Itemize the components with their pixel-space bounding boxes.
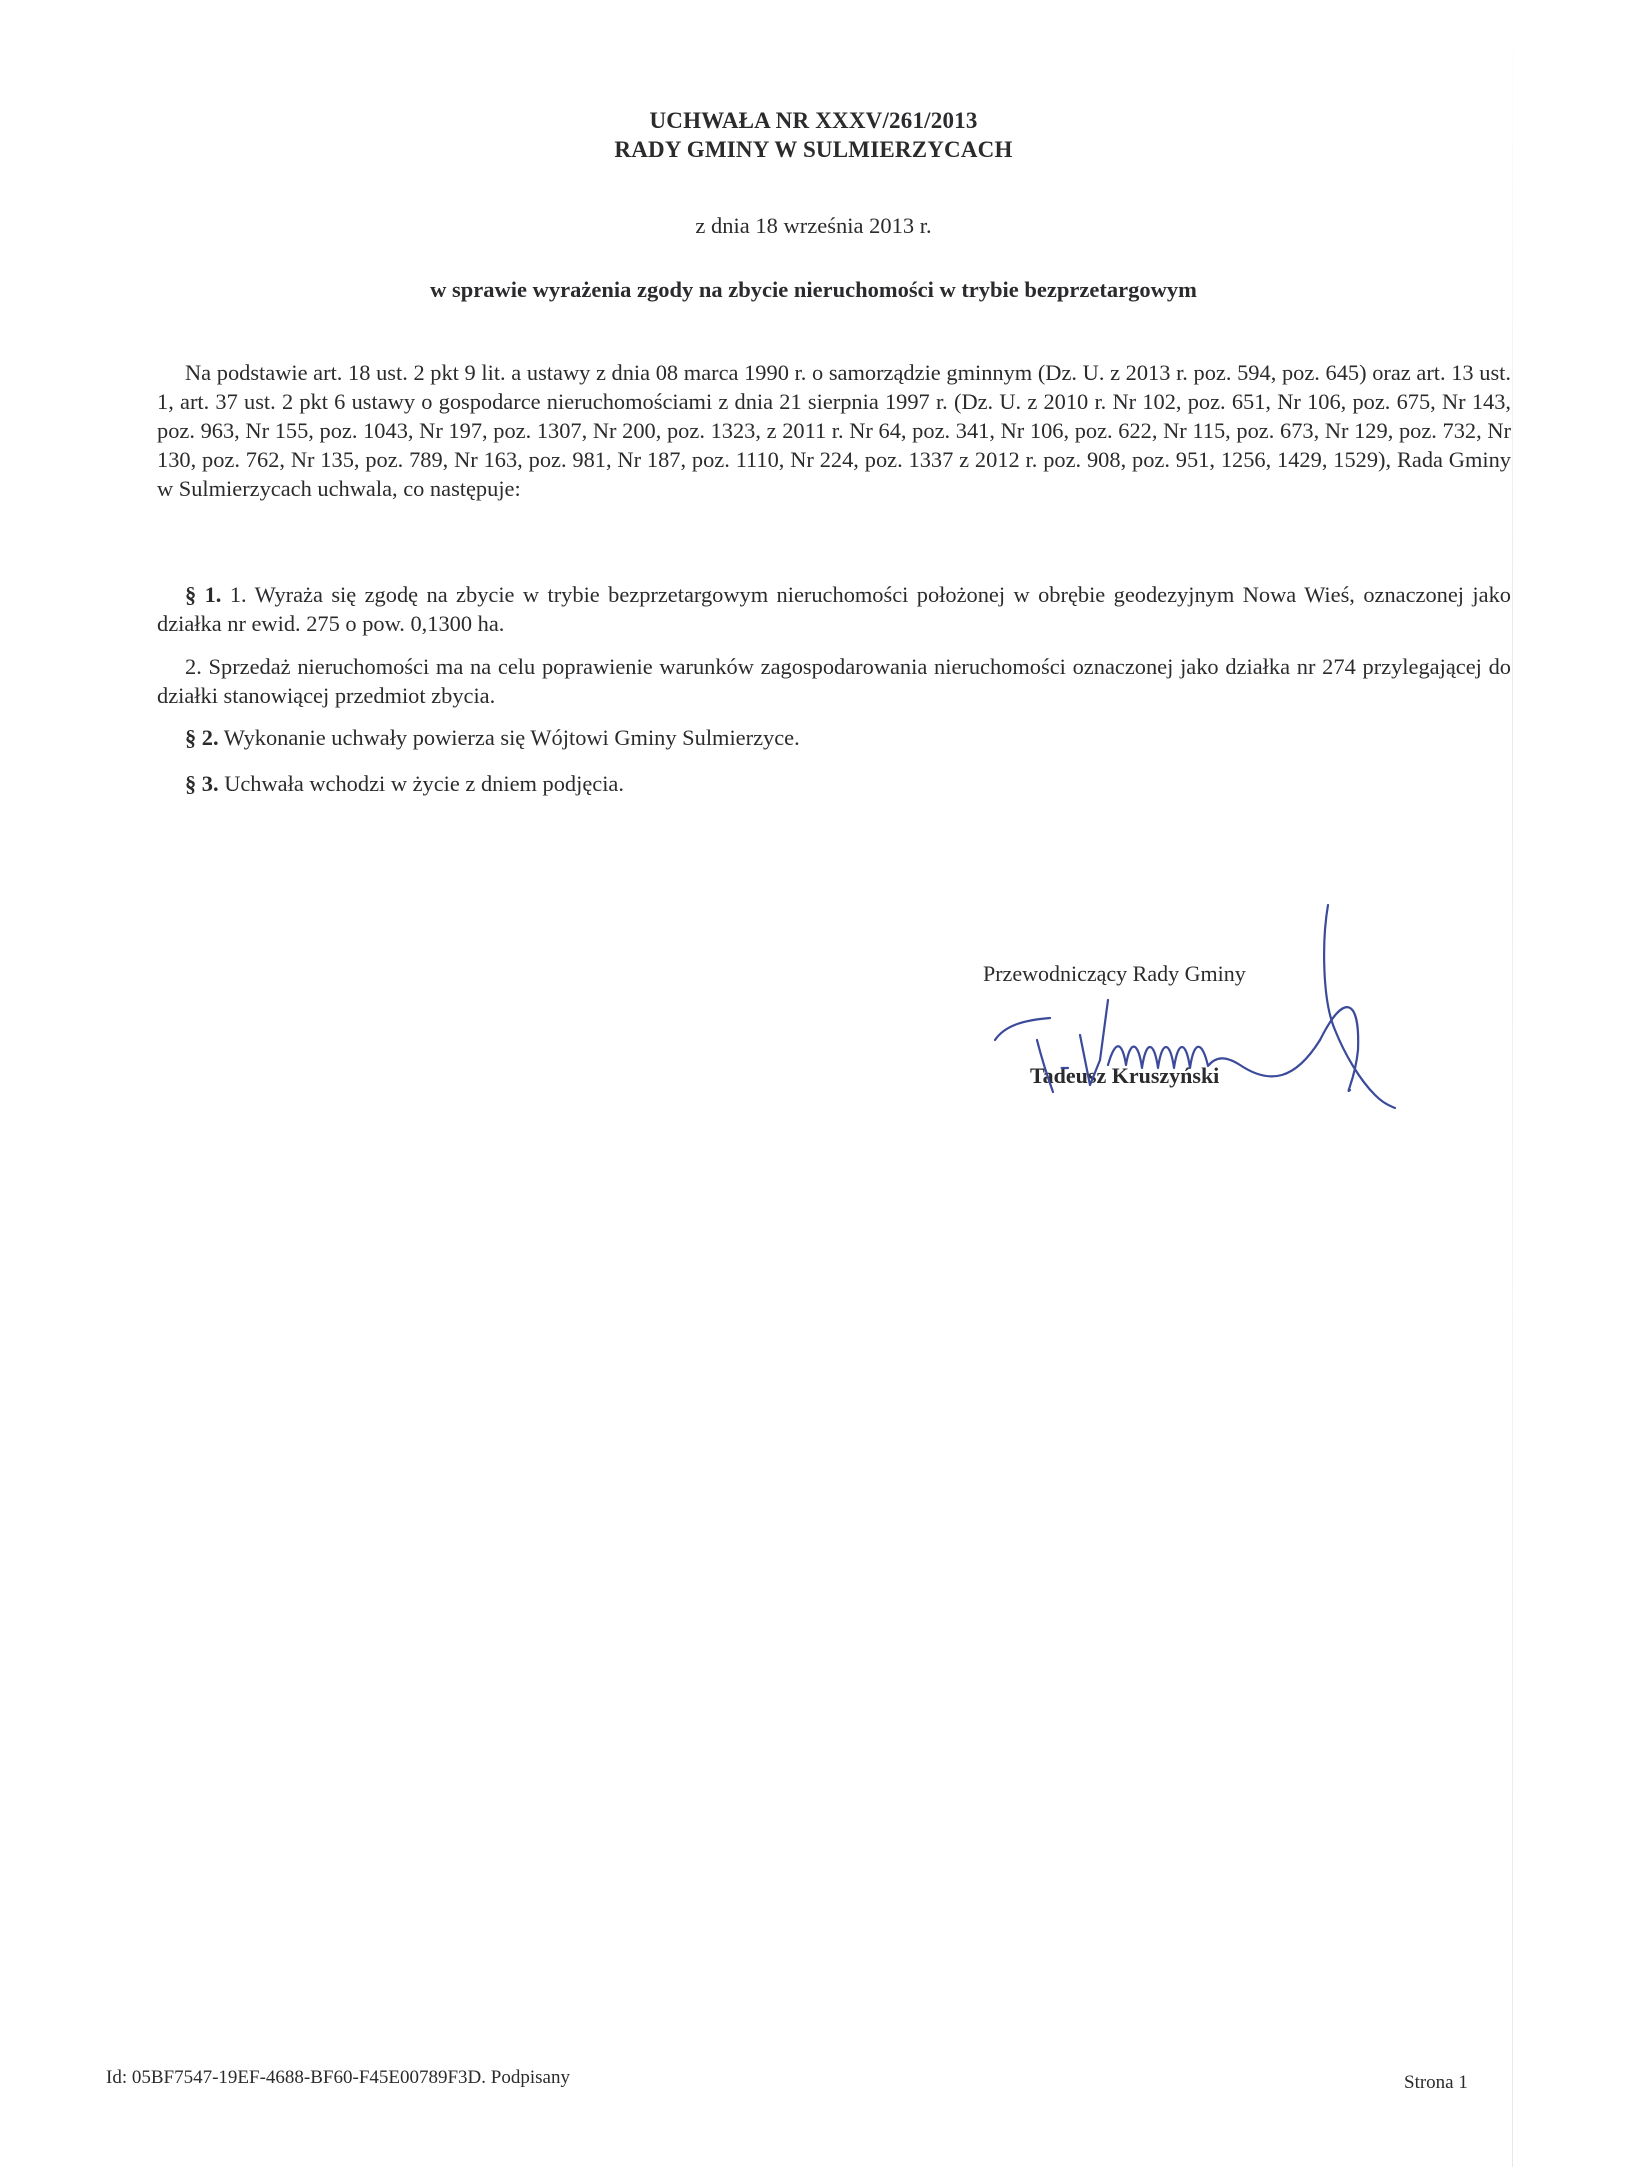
title-line-2: RADY GMINY W SULMIERZYCACH [614,137,1013,162]
legal-basis-paragraph [157,358,1511,503]
signatory-role: Przewodniczący Rady Gminy [983,961,1246,986]
section-1-label: § 1. [185,582,222,607]
resolution-title [0,106,1627,164]
section-3-label: § 3. [185,771,219,796]
section-2-text: Wykonanie uchwały powierza się Wójtowi Gminy Sulmierzyce. [223,725,800,750]
page-number: Strona 1 [1404,2072,1468,2093]
section-3-text: Uchwała wchodzi w życie z dniem podjęcia. [224,771,624,796]
preamble-text: Na podstawie art. 18 ust. 2 pkt 9 lit. a ustawy z dnia 08 marca 1990 r. o samorządzie gminnym (Dz. U. z 2013 r. poz. 594, poz. 645) oraz art. 13 ust. 1, art. 37 ust. 2 pkt 6 ustawy o gospodarce nieruchomościami z dnia 21 sierpnia 1997 r. (Dz. U. z 2010 r. Nr 102, poz. 651, Nr 106, poz. 675, Nr 143, poz. 963, Nr 155, poz. 1043, Nr 197, poz. 1307, Nr 200, poz. 1323, z 2011 r. Nr 64, poz. 341, Nr 106, poz. 622, Nr 115, poz. 673, Nr 129, poz. 732, Nr 130, poz. 762, Nr 135, poz. 789, Nr 163, poz. 981, Nr 187, poz. 1110, Nr 224, poz. 1337 z 2012 r. poz. 908, poz. 951, 1256, 1429, 1529), Rada Gminy w Sulmierzycach uchwala, co następuje: [157,360,1511,501]
section-2 [157,723,1511,752]
signatory-name: Tadeusz Kruszyński [1030,1063,1220,1088]
section-1-point-2 [157,652,1511,710]
resolution-date: z dnia 18 września 2013 r. [695,213,932,238]
section-1-point-1 [157,580,1511,638]
title-line-1: UCHWAŁA NR XXXV/261/2013 [649,108,978,133]
section-2-label: § 2. [185,725,219,750]
signature-block [983,960,1403,1120]
document-id-footer: Id: 05BF7547-19EF-4688-BF60-F45E00789F3D. Podpisany [106,2067,570,2088]
resolution-subject: w sprawie wyrażenia zgody na zbycie nieruchomości w trybie bezprzetargowym [430,277,1197,302]
section-1-point-2-text: 2. Sprzedaż nieruchomości ma na celu poprawienie warunków zagospodarowania nieruchomości oznaczonej jako działka nr 274 przylegającej do działki stanowiącej przedmiot zbycia. [157,654,1511,708]
section-1-point-1-text: 1. Wyraża się zgodę na zbycie w trybie bezprzetargowym nieruchomości położonej w obrębie geodezyjnym Nowa Wieś, oznaczonej jako działka nr ewid. 275 o pow. 0,1300 ha. [157,582,1511,636]
scan-artifact-line [1512,0,1513,2167]
section-3 [157,769,1511,798]
